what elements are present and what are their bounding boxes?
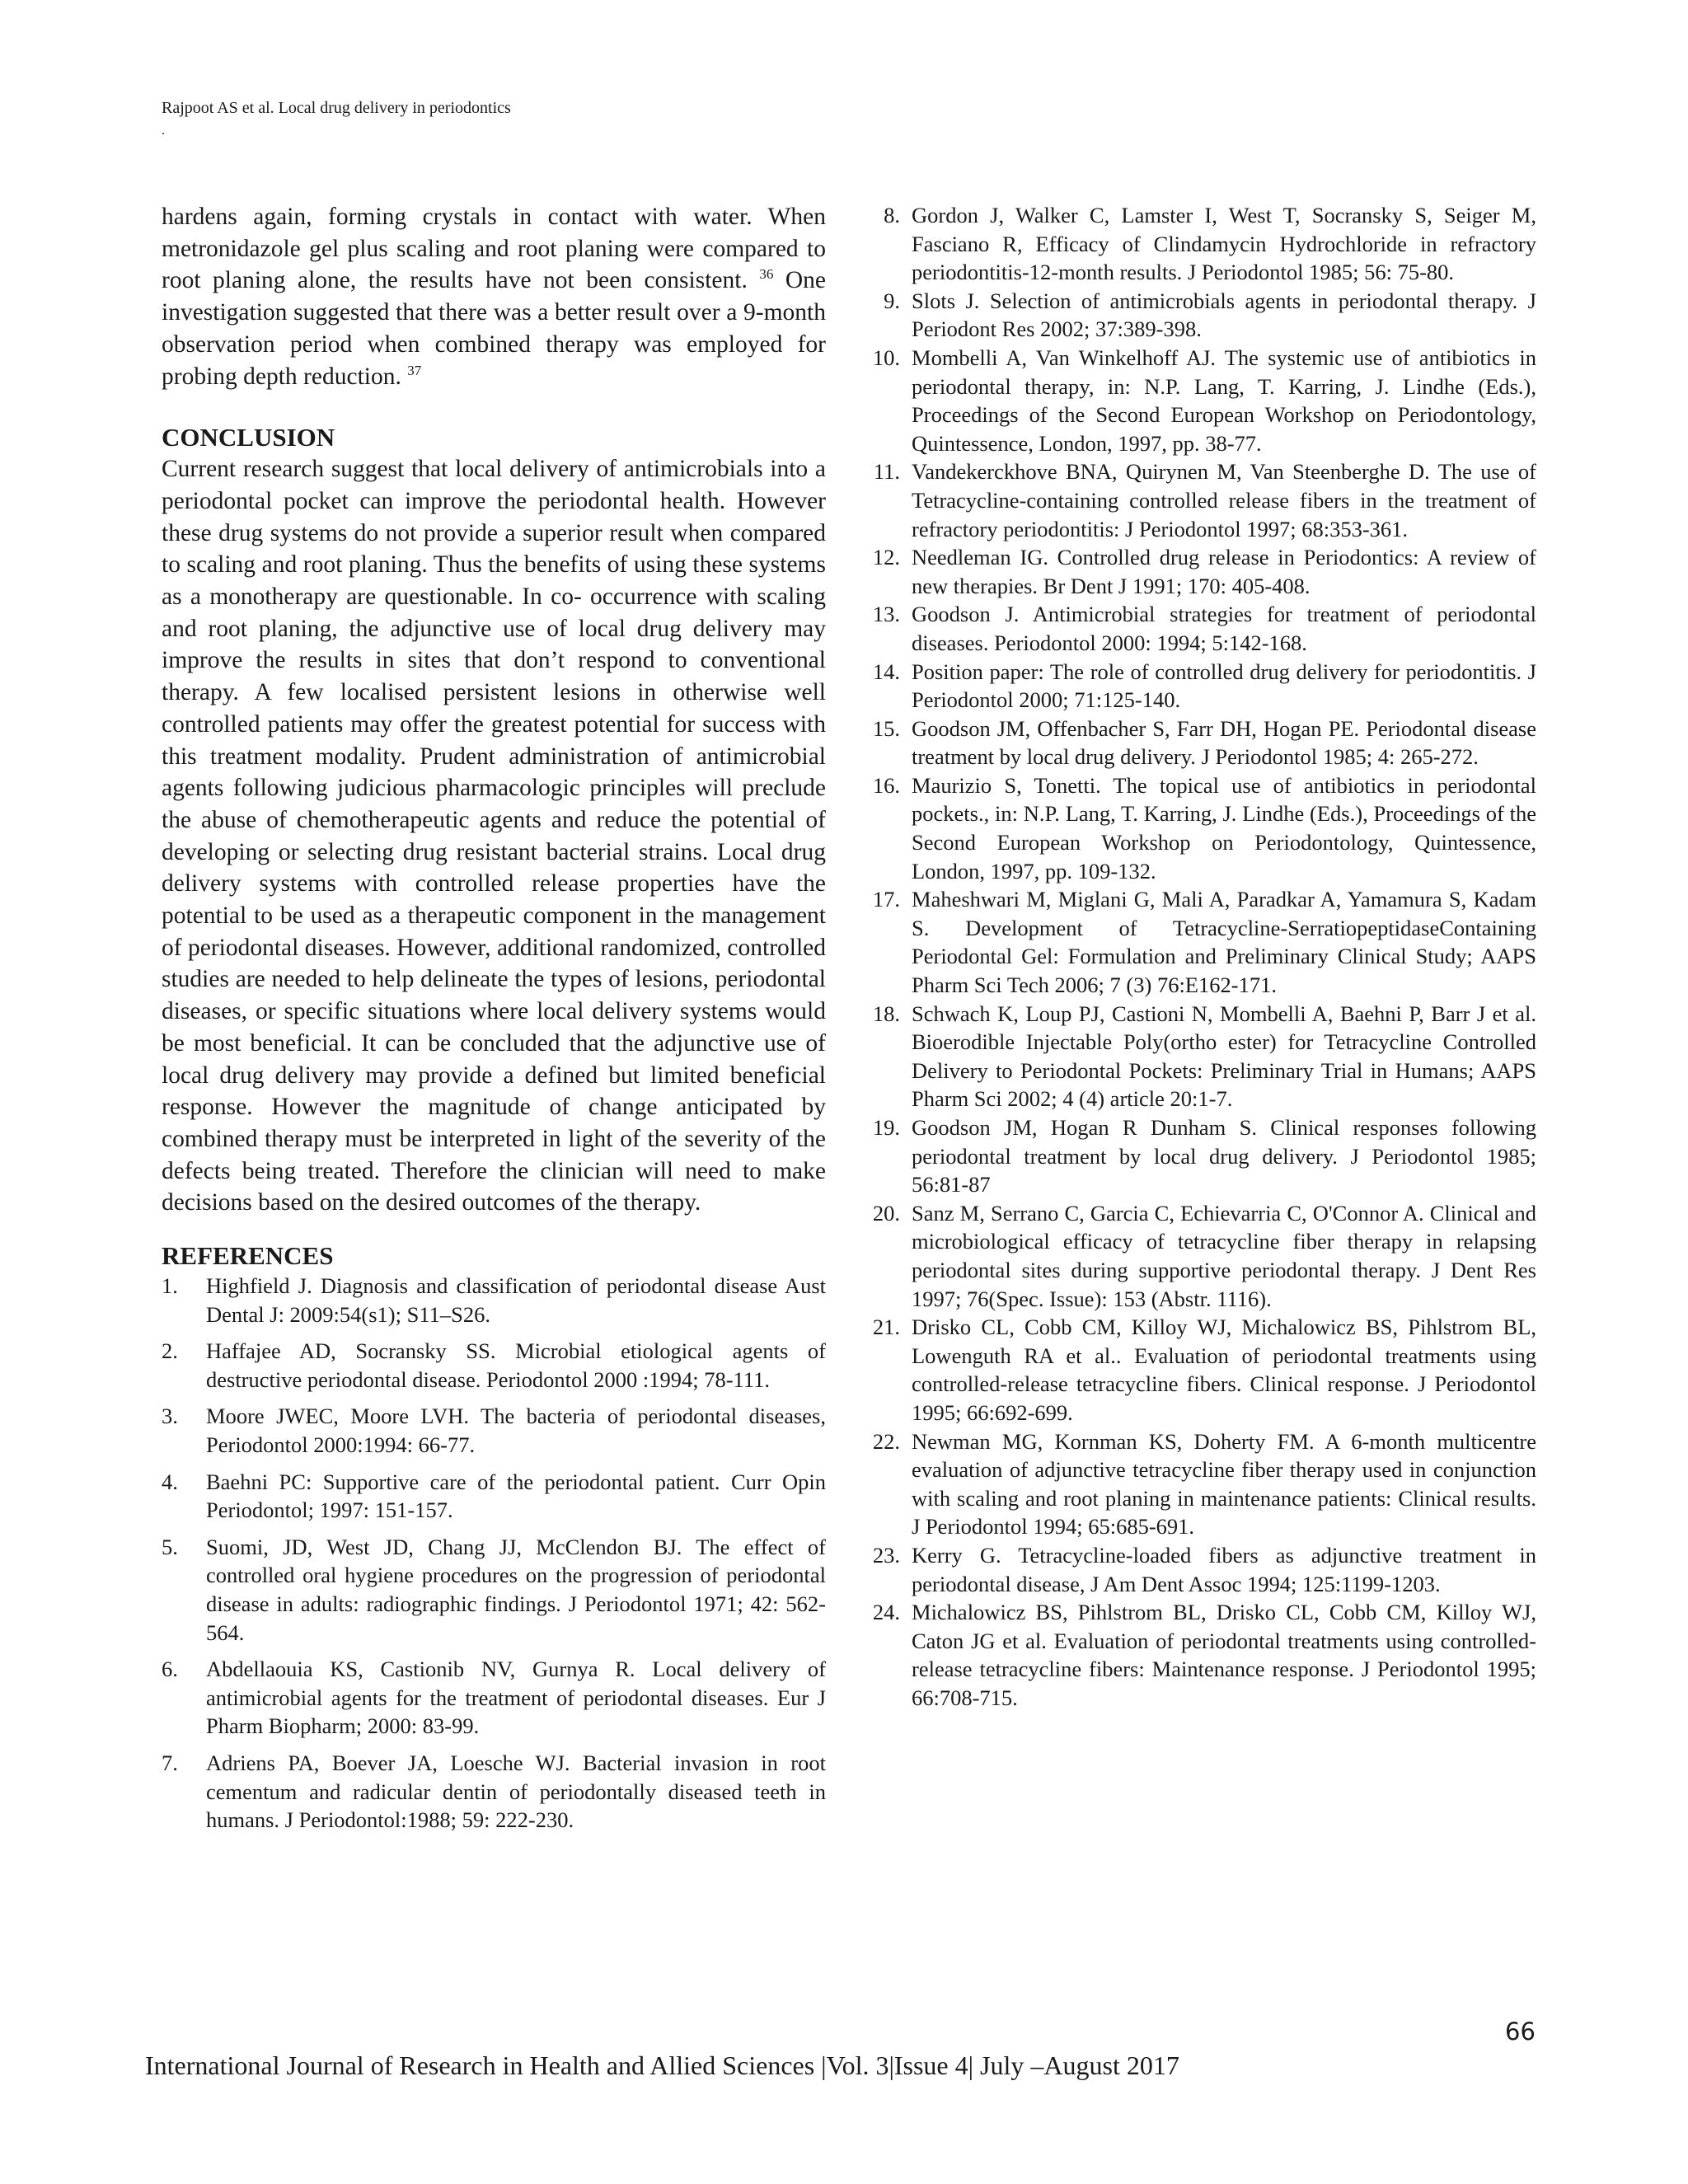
reference-number: 9.: [884, 288, 900, 313]
citation-37: 37: [407, 362, 422, 378]
reference-item: [867, 1313, 1536, 1427]
reference-text: Kerry G. Tetracycline-loaded fibers as adjunctive treatment in periodontal disease, J Am Dent Assoc 1994; 125:1199-1203.: [912, 1542, 1536, 1596]
reference-item: [867, 715, 1536, 771]
reference-text: Needleman IG. Controlled drug release in Periodontics: A review of new therapies. Br Dent J 1991; 170: 405-408.: [912, 545, 1536, 598]
journal-footer: International Journal of Research in Health and Allied Sciences |Vol. 3|Issue 4| July –August 2017: [145, 2050, 1179, 2080]
conclusion-heading: CONCLUSION: [162, 423, 335, 452]
reference-item: [867, 1598, 1536, 1712]
reference-item: [867, 771, 1536, 885]
reference-number: 15.: [872, 715, 900, 741]
reference-number: 23.: [872, 1542, 900, 1568]
reference-number: 4.: [162, 1469, 178, 1494]
intro-text-part1: hardens again, forming crystals in contact with water. When metronidazole gel plus scaling and root planing were compared to root planing alone, the results have not been consistent.: [162, 204, 826, 294]
reference-number: 13.: [872, 602, 900, 627]
reference-item: [162, 1533, 826, 1647]
right-column: [867, 201, 1536, 1712]
reference-number: 3.: [162, 1404, 178, 1429]
intro-text-part2: One investigation suggested that there was a better result over a 9-month observation period when combined therapy was employed for probing depth reduction.: [162, 267, 827, 390]
reference-item: [867, 457, 1536, 543]
reference-item: [867, 1541, 1536, 1598]
reference-text: Maheshwari M, Miglani G, Mali A, Paradkar A, Yamamura S, Kadam S. Development of Tetracycline-SerratiopeptidaseContaining Periodontal Gel: Formulation and Preliminary Clinical Study; AAPS Pharm Sci Tech 2006; 7 (3) 76:E162-171.: [912, 887, 1536, 998]
references-list-right: [867, 201, 1536, 1712]
left-column: [162, 201, 826, 1835]
reference-item: [867, 201, 1536, 287]
reference-number: 2.: [162, 1338, 178, 1364]
reference-number: 16.: [872, 772, 900, 798]
reference-number: 12.: [872, 545, 900, 570]
intro-paragraph: [162, 201, 826, 392]
reference-text: Michalowicz BS, Pihlstrom BL, Drisko CL, Cobb CM, Killoy WJ, Caton JG et al. Evaluation of periodontal treatments using controlled-release tetracycline fibers: Maintenance response. J Periodontol 1995; 66:708-715.: [912, 1600, 1536, 1710]
reference-item: [867, 1113, 1536, 1199]
reference-number: 6.: [162, 1657, 178, 1682]
reference-number: 11.: [873, 459, 900, 485]
running-header: Rajpoot AS et al. Local drug delivery in periodontics: [162, 99, 511, 117]
references-list-left: [162, 1272, 826, 1835]
reference-item: [162, 1272, 826, 1329]
conclusion-paragraph: Current research suggest that local delivery of antimicrobials into a periodontal pocket can improve the periodontal health. However these drug systems do not provide a superior result when compared to scaling and root planing. Thus the benefits of using these systems as a monotherapy are questionable. In co- occurrence with scaling and root planing, the adjunctive use of local drug delivery may improve the results in sites that don’t respond to conventional therapy. A few localised persistent lesions in otherwise well controlled patients may offer the greatest potential for success with this treatment modality. Prudent administration of antimicrobial agents following judicious pharmacologic principles will preclude the abuse of chemotherapeutic agents and reduce the potential of developing or selecting drug resistant bacterial strains. Local drug delivery systems with controlled release properties have the potential to be used as a therapeutic component in the management of periodontal diseases. However, additional randomized, controlled studies are needed to help delineate the types of lesions, periodontal diseases, or specific situations where local delivery systems would be most beneficial. It can be concluded that the adjunctive use of local drug delivery may provide a defined but limited beneficial response. However the magnitude of change anticipated by combined therapy must be interpreted in light of the severity of the defects being treated. Therefore the clinician will need to make decisions based on the desired outcomes of the therapy.: [162, 456, 826, 1216]
reference-number: 14.: [872, 658, 900, 684]
reference-text: Highfield J. Diagnosis and classification of periodontal disease Aust Dental J: 2009:54(s1); S11–S26.: [206, 1273, 826, 1327]
reference-text: Maurizio S, Tonetti. The topical use of antibiotics in periodontal pockets., in: N.P. Lang, T. Karring, J. Lindhe (Eds.), Proceedings of the Second European Workshop on Periodontology, Quintessence, London, 1997, pp. 109-132.: [912, 772, 1536, 883]
reference-number: 17.: [872, 887, 900, 912]
citation-36: 36: [759, 266, 774, 283]
reference-text: Schwach K, Loup PJ, Castioni N, Mombelli A, Baehni P, Barr J et al. Bioerodible Injectable Poly(ortho ester) for Tetracycline Controlled Delivery to Periodontal Pockets: Preliminary Trial in Humans; AAPS Pharm Sci 2002; 4 (4) article 20:1-7.: [912, 1001, 1536, 1112]
reference-text: Goodson JM, Offenbacher S, Farr DH, Hogan PE. Periodontal disease treatment by local drug delivery. J Periodontol 1985; 4: 265-272.: [912, 715, 1536, 770]
reference-text: Baehni PC: Supportive care of the periodontal patient. Curr Opin Periodontol; 1997: 151-157.: [206, 1469, 826, 1523]
reference-number: 18.: [872, 1001, 900, 1026]
reference-number: 1.: [162, 1273, 178, 1299]
reference-item: [867, 287, 1536, 344]
reference-item: [867, 885, 1536, 999]
reference-number: 7.: [162, 1750, 178, 1775]
reference-text: Goodson JM, Hogan R Dunham S. Clinical responses following periodontal treatment by local drug delivery. J Periodontol 1985; 56:81-87: [912, 1115, 1536, 1197]
reference-number: 24.: [872, 1600, 900, 1625]
reference-item: [867, 1199, 1536, 1313]
reference-text: Newman MG, Kornman KS, Doherty FM. A 6-month multicentre evaluation of adjunctive tetracycline fiber therapy used in conjunction with scaling and root planing in maintenance patients: Clinical results. J Periodontol 1994; 65:685-691.: [912, 1428, 1536, 1540]
reference-text: Sanz M, Serrano C, Garcia C, Echievarria C, O'Connor A. Clinical and microbiological efficacy of tetracycline fiber therapy in relapsing periodontal sites during supportive periodontal therapy. J Dent Res 1997; 76(Spec. Issue): 153 (Abstr. 1116).: [912, 1200, 1536, 1311]
reference-number: 8.: [884, 203, 900, 227]
reference-number: 19.: [872, 1115, 900, 1140]
reference-text: Drisko CL, Cobb CM, Killoy WJ, Michalowicz BS, Pihlstrom BL, Lowenguth RA et al.. Evaluation of periodontal treatments using controlled-release tetracycline fibers. Clinical response. J Periodontol 1995; 66:692-699.: [912, 1315, 1536, 1425]
reference-text: Moore JWEC, Moore LVH. The bacteria of periodontal diseases, Periodontol 2000:1994: 66-77.: [206, 1404, 826, 1458]
reference-item: [162, 1655, 826, 1741]
page-number: 66: [1505, 2018, 1536, 2046]
reference-item: [162, 1749, 826, 1835]
reference-text: Goodson J. Antimicrobial strategies for treatment of periodontal diseases. Periodontol 2000: 1994; 5:142-168.: [912, 602, 1536, 655]
reference-item: [162, 1468, 826, 1525]
reference-text: Position paper: The role of controlled drug delivery for periodontitis. J Periodontol 2000; 71:125-140.: [912, 658, 1536, 713]
reference-text: Vandekerckhove BNA, Quirynen M, Van Steenberghe D. The use of Tetracycline-containing controlled release fibers in the treatment of refractory periodontitis: J Periodontol 1997; 68:353-361.: [912, 459, 1536, 541]
reference-text: Suomi, JD, West JD, Chang JJ, McClendon BJ. The effect of controlled oral hygiene procedures on the progression of periodontal disease in adults: radiographic findings. J Periodontol 1971; 42: 562-564.: [206, 1534, 826, 1645]
reference-item: [867, 1000, 1536, 1113]
reference-text: Mombelli A, Van Winkelhoff AJ. The systemic use of antibiotics in periodontal therapy, in: N.P. Lang, T. Karring, J. Lindhe (Eds.), Proceedings of the Second European Workshop on Periodontology, Quintessence, London, 1997, pp. 38-77.: [912, 344, 1536, 456]
reference-item: [162, 1337, 826, 1394]
reference-item: [867, 543, 1536, 600]
reference-number: 5.: [162, 1534, 178, 1559]
reference-number: 22.: [872, 1428, 900, 1454]
reference-item: [867, 1427, 1536, 1541]
reference-item: [867, 344, 1536, 457]
reference-number: 10.: [872, 344, 900, 370]
reference-item: [867, 658, 1536, 715]
header-dot: .: [162, 124, 165, 138]
reference-text: Slots J. Selection of antimicrobials agents in periodontal therapy. J Periodont Res 2002; 37:389-398.: [912, 288, 1536, 342]
reference-number: 20.: [872, 1200, 900, 1226]
reference-text: Gordon J, Walker C, Lamster I, West T, Socransky S, Seiger M, Fasciano R, Efficacy of Clindamycin Hydrochloride in refractory periodontitis-12-month results. J Periodontol 1985; 56: 75-80.: [912, 203, 1536, 285]
reference-item: [162, 1402, 826, 1459]
reference-number: 21.: [872, 1315, 900, 1340]
reference-text: Abdellaouia KS, Castionib NV, Gurnya R. Local delivery of antimicrobial agents for the treatment of periodontal diseases. Eur J Pharm Biopharm; 2000: 83-99.: [206, 1657, 826, 1739]
reference-text: Haffajee AD, Socransky SS. Microbial etiological agents of destructive periodontal disease. Periodontol 2000 :1994; 78-111.: [206, 1338, 826, 1392]
references-heading: REFERENCES: [162, 1241, 334, 1271]
reference-item: [867, 600, 1536, 657]
reference-text: Adriens PA, Boever JA, Loesche WJ. Bacterial invasion in root cementum and radicular dentin of periodontally diseased teeth in humans. J Periodontol:1988; 59: 222-230.: [206, 1750, 826, 1833]
